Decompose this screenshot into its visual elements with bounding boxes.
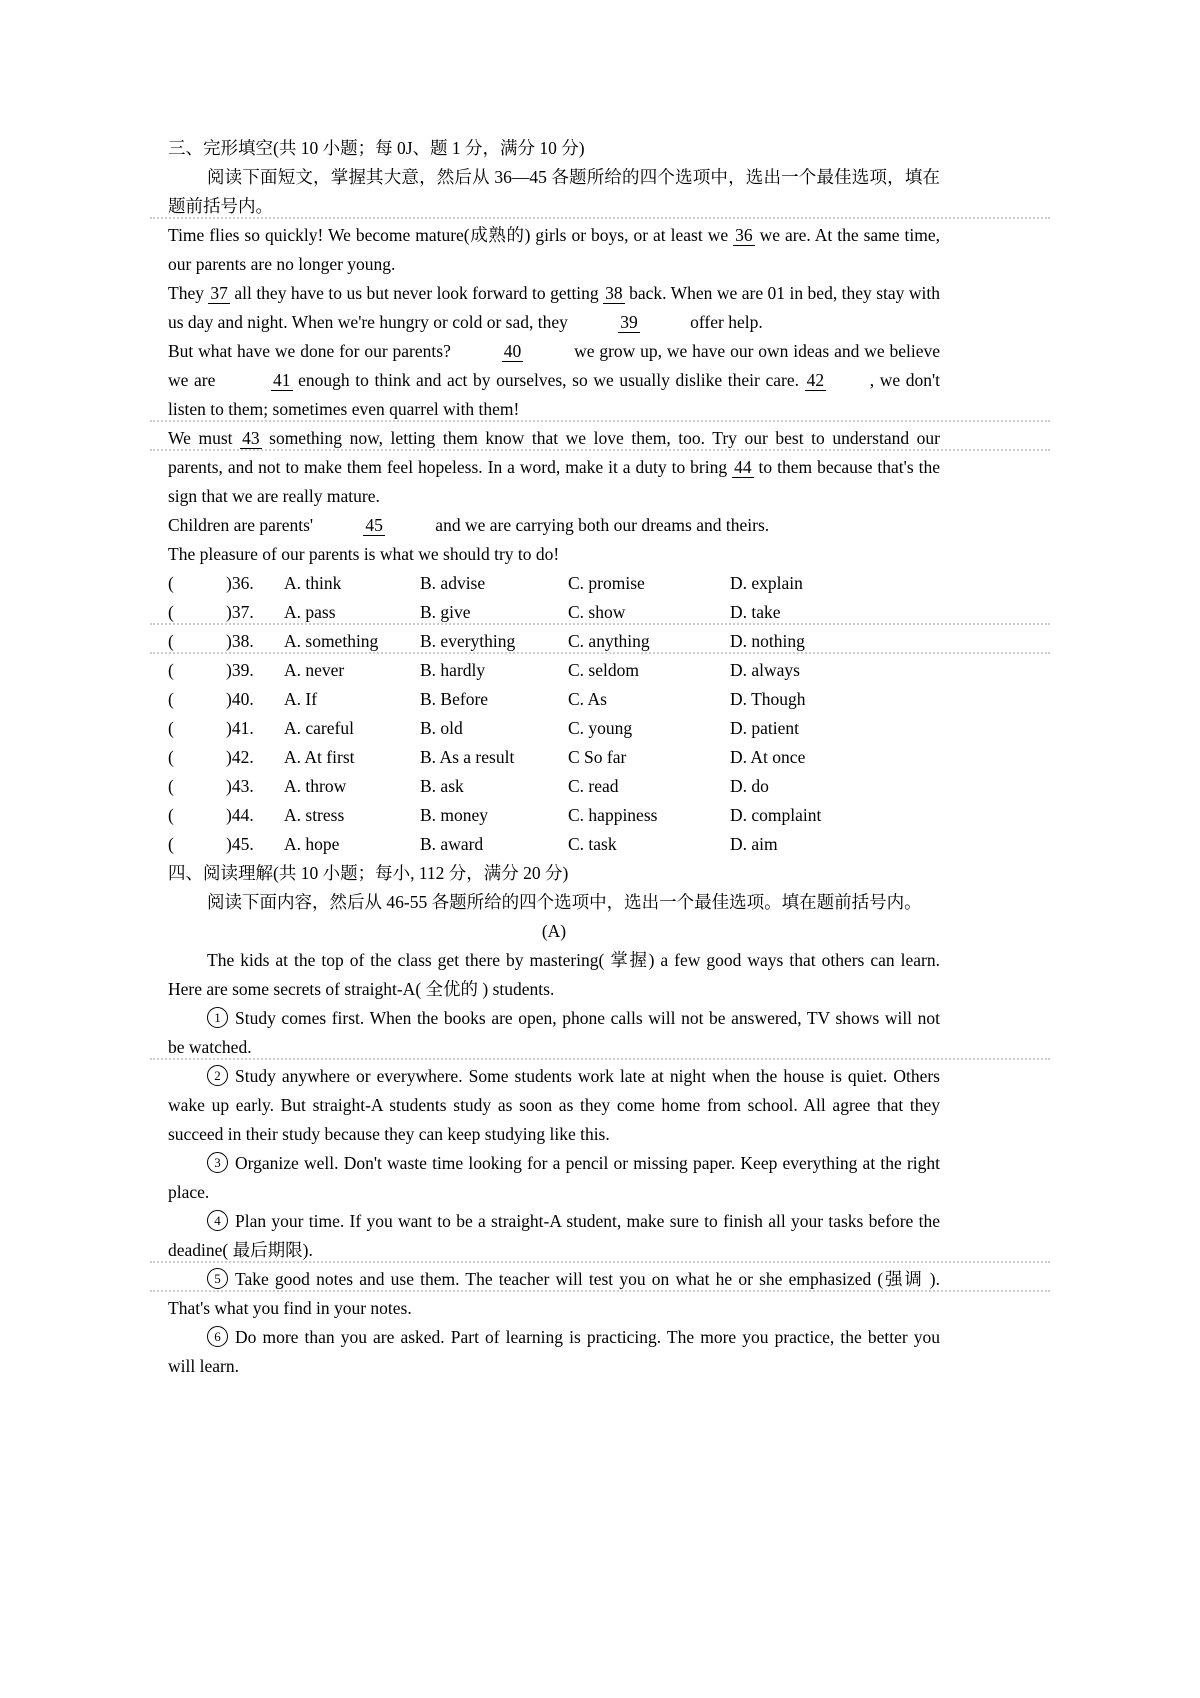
option-a: A. hope <box>284 834 340 854</box>
question-number: )39. <box>226 660 254 680</box>
option-b: B. award <box>420 834 484 854</box>
reading-paragraph: 3 Organize well. Don't waste time looking for a pencil or missing paper. Keep everything at the right place. <box>168 1153 940 1202</box>
cloze-paragraph: We must 43 something now, letting them know that we love them, too. Try our best to understand our parents, and not to make them feel hopeless. In a word, make it a duty to bring 44 to them because that's the sign that we are really mature. <box>168 428 941 506</box>
circled-number-5: 5 <box>207 1268 228 1289</box>
cloze-option-row <box>168 656 940 685</box>
question-number: )41. <box>226 718 254 738</box>
reading-passage <box>168 946 940 1381</box>
cloze-blank-41: 41 <box>273 370 291 390</box>
reading-paragraph: 1 Study comes first. When the books are open, phone calls will not be answered, TV shows will not be watched. <box>168 1008 940 1057</box>
cloze-blank-43: 43 <box>242 428 260 448</box>
cloze-passage <box>168 221 940 569</box>
option-d: D. aim <box>730 834 778 854</box>
option-a: A. think <box>284 573 342 593</box>
option-b: B. give <box>420 602 471 622</box>
reading-section-title: 四、阅读理解(共 10 小题；每小, 112 分，满分 20 分) <box>168 863 569 883</box>
cloze-option-row <box>168 598 940 627</box>
reading-paragraph: 2 Study anywhere or everywhere. Some students work late at night when the house is quiet. Others wake up early. But straight-A students study as soon as they come home from school. All agree that they succeed in their study because they can keep studying like this. <box>168 1066 940 1144</box>
question-number: )40. <box>226 689 254 709</box>
option-b: B. advise <box>420 573 486 593</box>
cloze-blank-42: 42 <box>806 370 825 390</box>
answer-bracket: ( <box>168 834 174 854</box>
option-d: D. At once <box>730 747 806 767</box>
reading-paragraph: 5 Take good notes and use them. The teacher will test you on what he or she emphasized (强调 ). That's what you find in your notes. <box>168 1269 940 1318</box>
cloze-blank-45: 45 <box>365 515 383 535</box>
option-c: C. happiness <box>568 805 658 825</box>
cloze-blank-37: 37 <box>210 283 228 303</box>
option-b: B. As a result <box>420 747 515 767</box>
option-a: A. At first <box>284 747 355 767</box>
option-d: D. take <box>730 602 781 622</box>
cloze-option-row <box>168 830 940 859</box>
document-content <box>168 134 940 1381</box>
question-number: )44. <box>226 805 254 825</box>
cloze-option-row <box>168 801 940 830</box>
option-d: D. always <box>730 660 800 680</box>
answer-bracket: ( <box>168 747 174 767</box>
option-a: A. pass <box>284 602 336 622</box>
cloze-blank-40: 40 <box>503 341 522 361</box>
answer-bracket: ( <box>168 602 174 622</box>
option-a: A. If <box>284 689 318 709</box>
question-number: )38. <box>226 631 254 651</box>
option-b: B. Before <box>420 689 489 709</box>
option-a: A. never <box>284 660 345 680</box>
question-number: )42. <box>226 747 254 767</box>
answer-bracket: ( <box>168 805 174 825</box>
option-d: D. explain <box>730 573 803 593</box>
option-c: C. promise <box>568 573 645 593</box>
option-c: C. show <box>568 602 626 622</box>
option-a: A. careful <box>284 718 354 738</box>
reading-paragraph: The kids at the top of the class get there by mastering( 掌握) a few good ways that others can learn. Here are some secrets of straight-A( 全优的 ) students. <box>168 950 940 999</box>
circled-number-6: 6 <box>207 1326 228 1347</box>
circled-number-4: 4 <box>207 1210 228 1231</box>
cloze-options <box>168 569 940 859</box>
option-c: C. As <box>568 689 607 709</box>
cloze-blank-44: 44 <box>734 457 752 477</box>
cloze-paragraph: Children are parents' 45 and we are carrying both our dreams and theirs. <box>168 515 770 535</box>
answer-bracket: ( <box>168 660 174 680</box>
answer-bracket: ( <box>168 573 174 593</box>
option-c: C. read <box>568 776 619 796</box>
option-c: C. task <box>568 834 617 854</box>
option-d: D. nothing <box>730 631 805 651</box>
reading-section-intro: 阅读下面内容，然后从 46-55 各题所给的四个选项中，选出一个最佳选项。填在题前括号内。 <box>207 892 922 912</box>
answer-bracket: ( <box>168 631 174 651</box>
option-b: B. ask <box>420 776 464 796</box>
cloze-option-row <box>168 772 940 801</box>
option-b: B. hardly <box>420 660 486 680</box>
option-d: D. patient <box>730 718 800 738</box>
reading-paragraph: 6 Do more than you are asked. Part of learning is practicing. The more you practice, the better you will learn. <box>168 1327 940 1376</box>
option-a: A. something <box>284 631 379 651</box>
option-b: B. old <box>420 718 463 738</box>
reading-paragraph: 4 Plan your time. If you want to be a straight-A student, make sure to finish all your tasks before the deadine( 最后期限). <box>168 1211 940 1260</box>
circled-number-1: 1 <box>207 1007 228 1028</box>
option-a: A. throw <box>284 776 347 796</box>
cloze-section-intro: 阅读下面短文，掌握其大意，然后从 36—45 各题所给的四个选项中，选出一个最佳选项，填在题前括号内。 <box>168 167 940 216</box>
cloze-paragraph: But what have we done for our parents? 40 we grow up, we have our own ideas and we believe we are 41 enough to think and act by ourselves, so we usually dislike their care. 42 , we don't listen to them; sometimes even quarrel with them! <box>168 341 940 419</box>
option-c: C. anything <box>568 631 650 651</box>
question-number: )37. <box>226 602 254 622</box>
cloze-blank-38: 38 <box>605 283 623 303</box>
cloze-option-row <box>168 685 940 714</box>
option-b: B. everything <box>420 631 516 651</box>
circled-number-2: 2 <box>207 1065 228 1086</box>
passage-a-label: (A) <box>541 921 567 941</box>
cloze-paragraph: Time flies so quickly! We become mature(成熟的) girls or boys, or at least we 36 we are. At the same time, our parents are no longer young. <box>168 225 940 274</box>
cloze-paragraph: They 37 all they have to us but never look forward to getting 38 back. When we are 01 in bed, they stay with us day and night. When we're hungry or cold or sad, they 39 offer help. <box>168 283 940 332</box>
option-d: D. Though <box>730 689 806 709</box>
question-number: )45. <box>226 834 254 854</box>
cloze-blank-36: 36 <box>735 225 753 245</box>
cloze-option-row <box>168 627 940 656</box>
option-c: C So far <box>568 747 627 767</box>
cloze-paragraph: The pleasure of our parents is what we should try to do! <box>168 544 560 564</box>
answer-bracket: ( <box>168 718 174 738</box>
option-d: D. complaint <box>730 805 822 825</box>
question-number: )36. <box>226 573 254 593</box>
cloze-option-row <box>168 714 940 743</box>
option-b: B. money <box>420 805 489 825</box>
cloze-option-row <box>168 569 940 598</box>
option-d: D. do <box>730 776 769 796</box>
cloze-blank-39: 39 <box>620 312 638 332</box>
option-c: C. seldom <box>568 660 639 680</box>
cloze-option-row <box>168 743 940 772</box>
option-c: C. young <box>568 718 633 738</box>
circled-number-3: 3 <box>207 1152 228 1173</box>
answer-bracket: ( <box>168 776 174 796</box>
option-a: A. stress <box>284 805 345 825</box>
question-number: )43. <box>226 776 254 796</box>
cloze-section-title: 三、完形填空(共 10 小题；每 0J、题 1 分，满分 10 分) <box>168 138 585 158</box>
answer-bracket: ( <box>168 689 174 709</box>
